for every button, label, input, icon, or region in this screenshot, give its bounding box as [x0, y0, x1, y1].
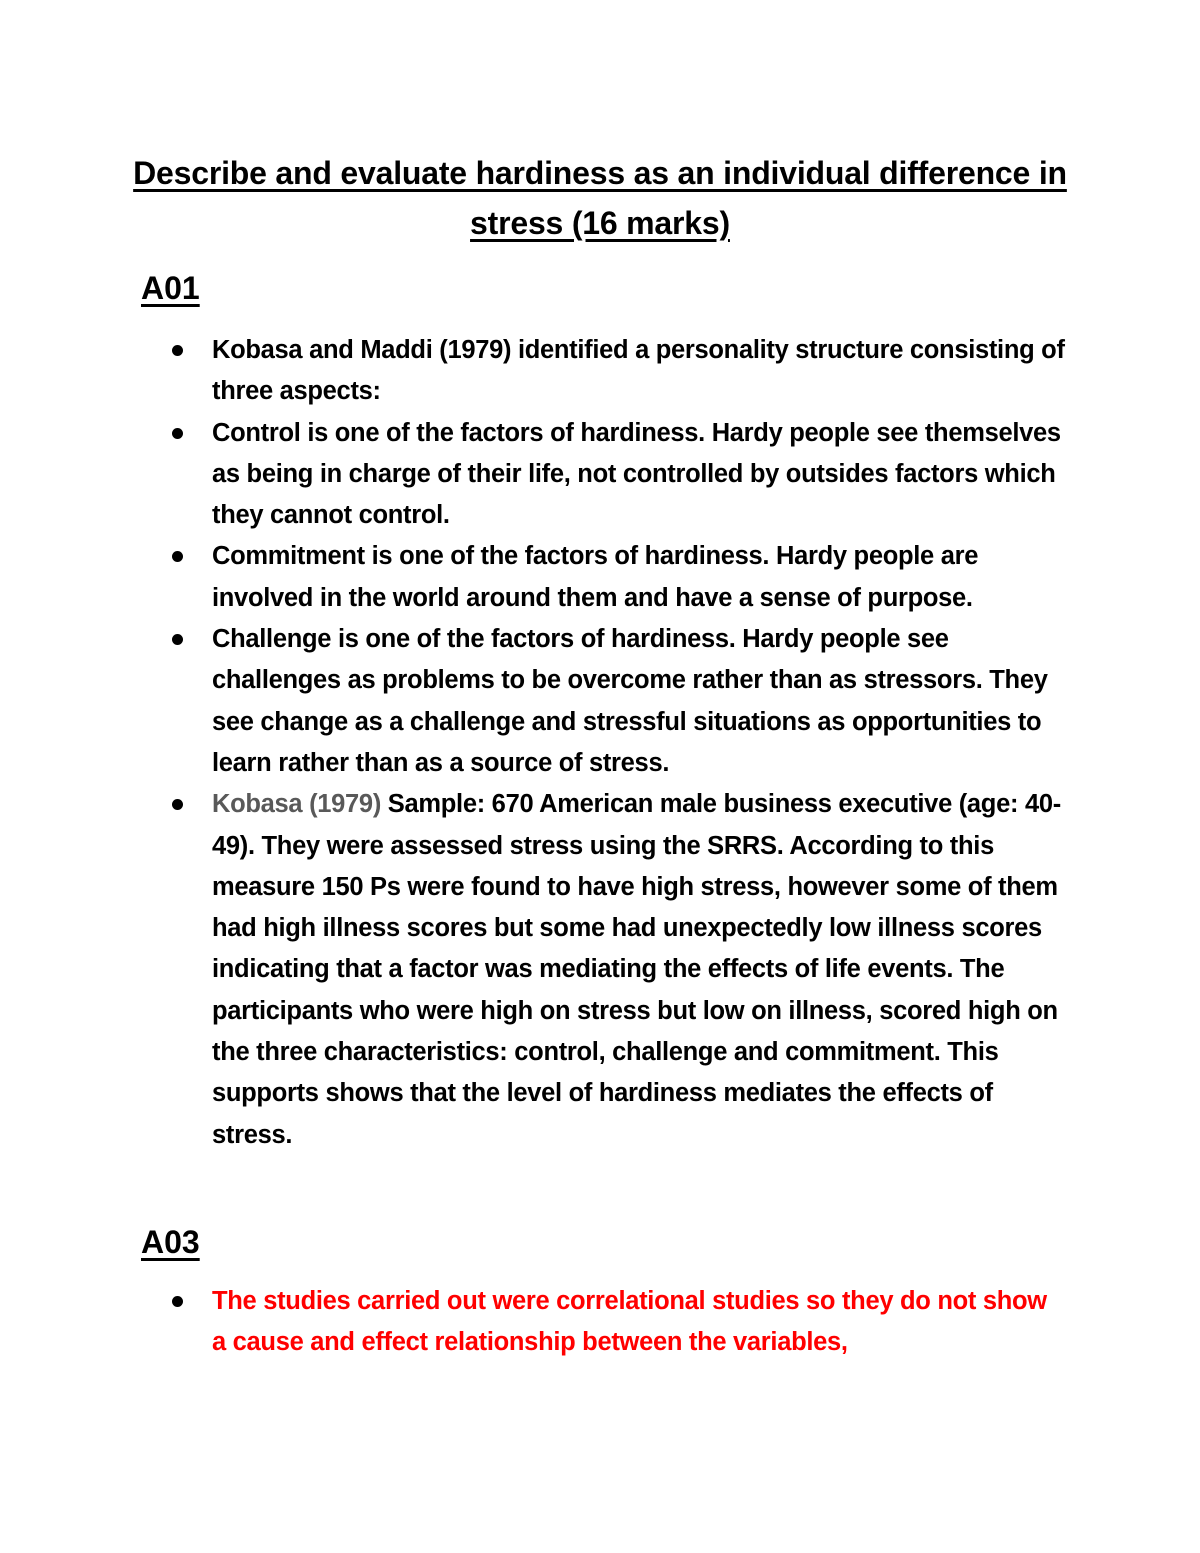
list-item-text: Commitment is one of the factors of hardiness. Hardy people are involved in the world around them and have a sense of purpose. — [212, 542, 979, 612]
list-item-text: Sample: 670 American male business executive (age: 40-49). They were assessed stress using the SRRS. According to this measure 150 Ps were found to have high stress, however some of them had high illness scores but some had unexpectedly low illness scores indicating that a factor was mediating the effects of life events. The participants who were high on stress but low on illness, scored high on the three characteristics: control, challenge and commitment. This supports shows that the level of hardiness mediates the effects of stress. — [212, 790, 1061, 1149]
list-item — [166, 1281, 1066, 1364]
study-citation: Kobasa (1979) — [212, 790, 382, 819]
a01-bullet-list — [166, 330, 1066, 1156]
document-title: Describe and evaluate hardiness as an individual difference in stress (16 marks) — [133, 155, 1067, 241]
list-item-text: Challenge is one of the factors of hardiness. Hardy people see challenges as problems to be overcome rather than as stressors. They see change as a challenge and stressful situations as opportunities to learn rather than as a source of stress. — [212, 625, 1048, 777]
list-item-text: The studies carried out were correlational studies so they do not show a cause and effect relationship between the variables, — [212, 1287, 1047, 1357]
bullet-icon — [172, 799, 183, 810]
list-item — [166, 619, 1066, 784]
list-item — [166, 330, 1066, 413]
list-item-text: Kobasa and Maddi (1979) identified a personality structure consisting of three aspects: — [212, 336, 1065, 406]
bullet-icon — [172, 428, 183, 439]
list-item — [166, 536, 1066, 619]
list-item-text: Control is one of the factors of hardiness. Hardy people see themselves as being in charge of their life, not controlled by outsides factors which they cannot control. — [212, 418, 1061, 530]
section-heading-a01: A01 — [141, 270, 200, 306]
list-item — [166, 784, 1066, 1156]
section-heading-a03: A03 — [141, 1224, 200, 1260]
list-item — [166, 413, 1066, 537]
a03-bullet-list — [166, 1281, 1066, 1364]
bullet-icon — [172, 634, 183, 645]
bullet-icon — [172, 345, 183, 356]
bullet-icon — [172, 1296, 183, 1307]
bullet-icon — [172, 551, 183, 562]
